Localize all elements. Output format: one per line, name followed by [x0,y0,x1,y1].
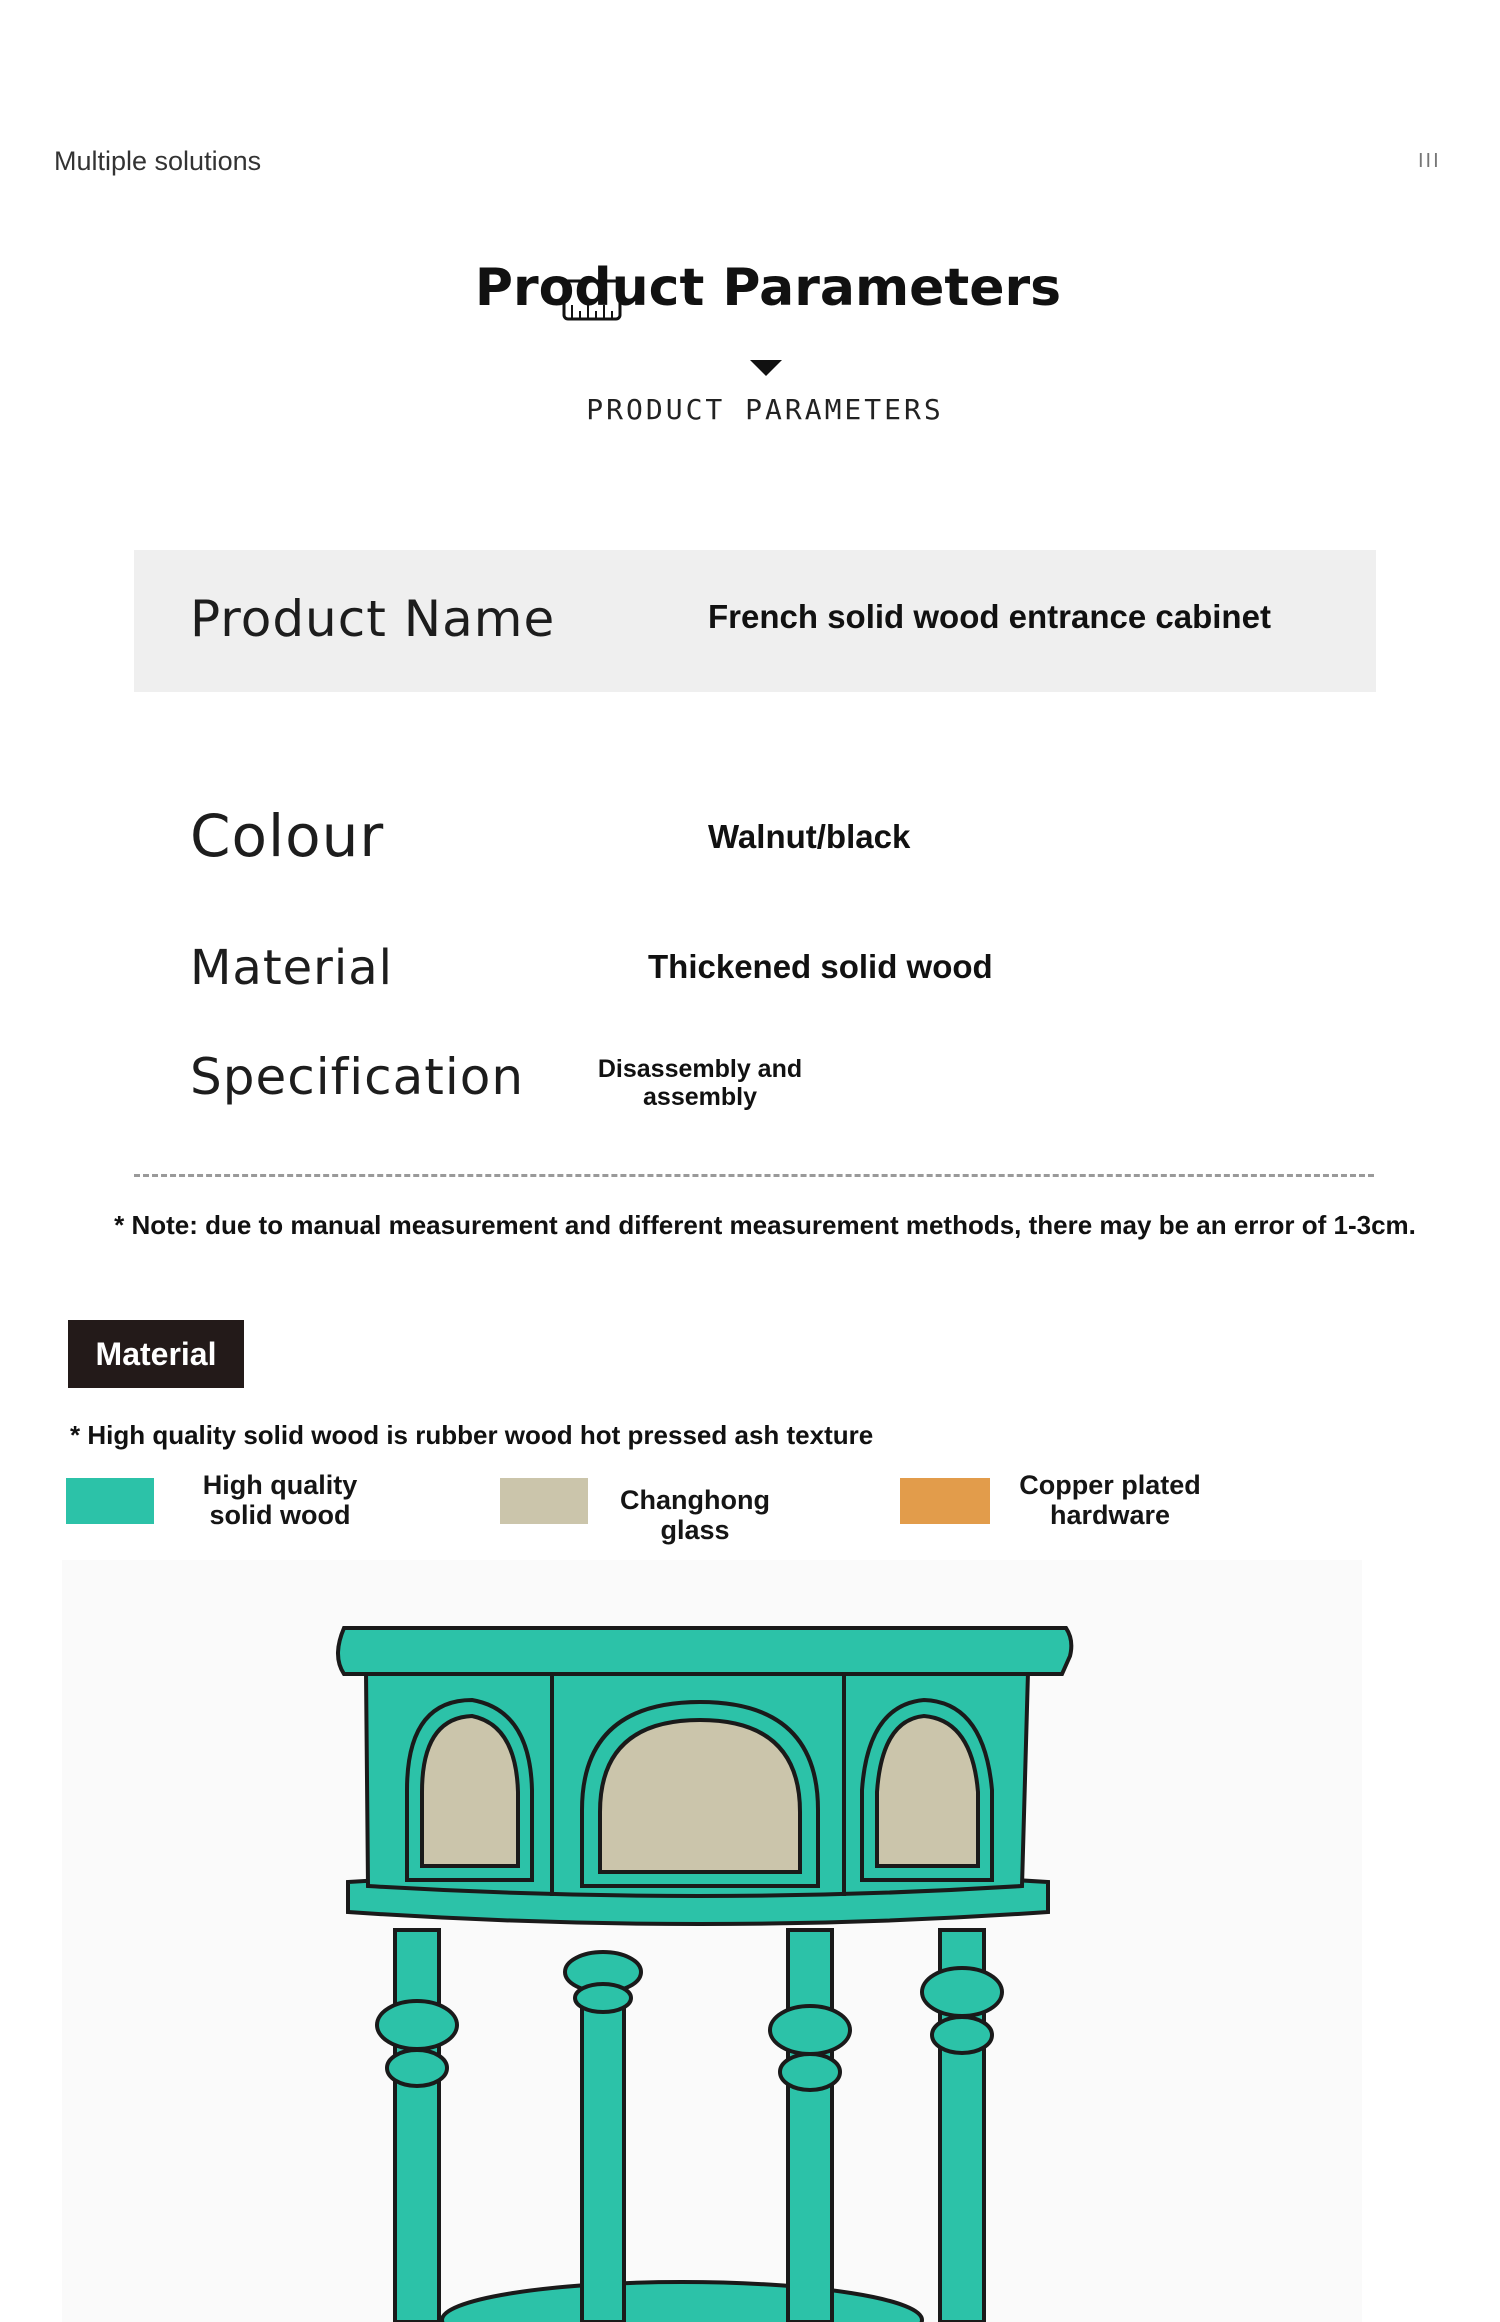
ruler-icon [560,275,624,325]
header-left-text: Multiple solutions [54,146,262,176]
divider [134,1174,1374,1177]
param-value-material: Thickened solid wood [648,948,993,985]
param-value-product-name: French solid wood entrance cabinet [708,598,1271,635]
legend-label-glass: Changhong glass [620,1485,770,1545]
legend-swatch-wood [66,1478,154,1524]
param-label-colour: Colour [190,802,385,870]
param-label-product-name: Product Name [190,590,556,648]
legend-swatch-hardware [900,1478,990,1524]
material-tab: Material [68,1320,244,1388]
measurement-note: * Note: due to manual measurement and different measurement methods, there may be an error of 1-3cm. [114,1210,1416,1240]
cabinet-illustration [62,1560,1362,2322]
legend-label-hardware: Copper plated hardware [1019,1470,1201,1530]
legend-label-wood: High quality solid wood [202,1470,358,1530]
param-label-material: Material [190,940,393,996]
legend-swatch-glass [500,1478,588,1524]
menu-icon[interactable]: III [1418,150,1441,172]
triangle-down-icon [750,360,782,376]
page-title: Product Parameters [474,258,1062,318]
section-subtitle: PRODUCT PARAMETERS [586,393,944,426]
param-value-colour: Walnut/black [708,818,911,855]
param-value-specification: Disassembly and assembly [597,1055,803,1111]
material-note: * High quality solid wood is rubber wood hot pressed ash texture [70,1420,874,1450]
param-label-specification: Specification [190,1048,525,1106]
